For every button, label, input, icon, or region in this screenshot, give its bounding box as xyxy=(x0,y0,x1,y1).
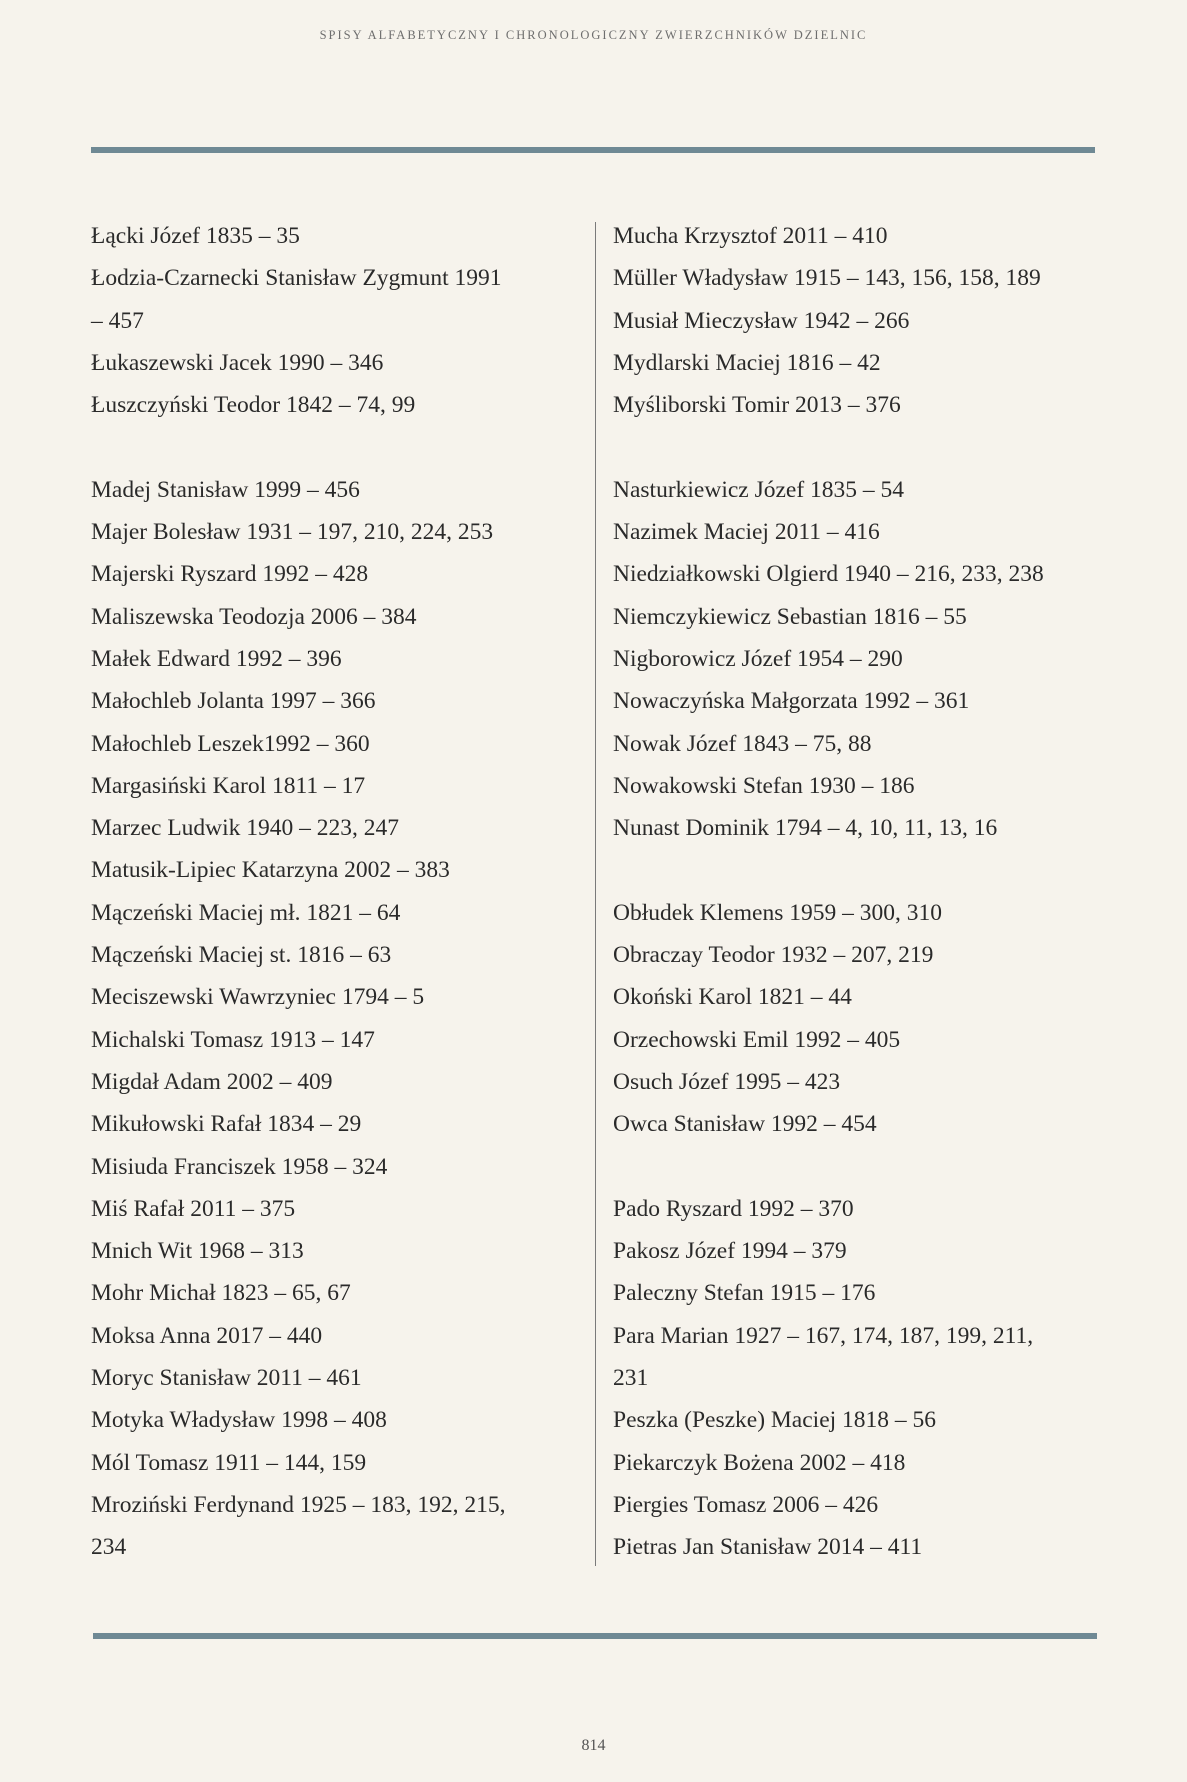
index-entry: Paleczny Stefan 1915 – 176 xyxy=(613,1280,876,1307)
index-entry: Moksa Anna 2017 – 440 xyxy=(91,1322,323,1349)
index-entry: Piergies Tomasz 2006 – 426 xyxy=(613,1491,879,1518)
index-entry: Margasiński Karol 1811 – 17 xyxy=(91,772,366,799)
index-entry: Mączeński Maciej mł. 1821 – 64 xyxy=(91,899,401,926)
index-entry: Myśliborski Tomir 2013 – 376 xyxy=(613,392,901,419)
index-entry: Łukaszewski Jacek 1990 – 346 xyxy=(91,349,384,376)
index-entry: Małochleb Jolanta 1997 – 366 xyxy=(91,688,376,715)
index-entry: Małek Edward 1992 – 396 xyxy=(91,645,342,672)
index-entry: Peszka (Peszke) Maciej 1818 – 56 xyxy=(613,1407,937,1434)
index-entry: Majer Bolesław 1931 – 197, 210, 224, 253 xyxy=(91,519,494,546)
index-entry: Nasturkiewicz Józef 1835 – 54 xyxy=(613,476,905,503)
index-entry: Maliszewska Teodozja 2006 – 384 xyxy=(91,603,417,630)
column-divider xyxy=(595,222,596,1566)
index-entry: Mroziński Ferdynand 1925 – 183, 192, 215, xyxy=(91,1491,506,1518)
index-entry: Marzec Ludwik 1940 – 223, 247 xyxy=(91,815,400,842)
index-column-left xyxy=(91,215,611,1569)
index-entry: Pakosz Józef 1994 – 379 xyxy=(613,1238,847,1265)
index-entry: Musiał Mieczysław 1942 – 266 xyxy=(613,307,910,334)
index-entry: Piekarczyk Bożena 2002 – 418 xyxy=(613,1449,906,1476)
section-gap xyxy=(613,1146,1133,1188)
index-column-right xyxy=(613,215,1133,1569)
index-entry: Majerski Ryszard 1992 – 428 xyxy=(91,561,369,588)
index-entry: Michalski Tomasz 1913 – 147 xyxy=(91,1026,375,1053)
index-entry: Orzechowski Emil 1992 – 405 xyxy=(613,1026,901,1053)
page-number: 814 xyxy=(581,1737,606,1754)
section-gap xyxy=(613,849,1133,891)
index-entry: Madej Stanisław 1999 – 456 xyxy=(91,476,360,503)
index-entry: Obłudek Klemens 1959 – 300, 310 xyxy=(613,899,942,926)
index-entry: Para Marian 1927 – 167, 174, 187, 199, 211, xyxy=(613,1322,1034,1349)
top-rule xyxy=(91,147,1095,153)
index-entry: 231 xyxy=(613,1365,649,1392)
index-entry: Łodzia-Czarnecki Stanisław Zygmunt 1991 xyxy=(91,265,502,292)
index-entry: Owca Stanisław 1992 – 454 xyxy=(613,1111,877,1138)
index-entry: Moryc Stanisław 2011 – 461 xyxy=(91,1365,362,1392)
index-entry: 234 xyxy=(91,1534,127,1561)
index-entry: Meciszewski Wawrzyniec 1794 – 5 xyxy=(91,984,425,1011)
section-gap xyxy=(91,426,611,468)
index-entry: Mól Tomasz 1911 – 144, 159 xyxy=(91,1449,367,1476)
index-entry: Osuch Józef 1995 – 423 xyxy=(613,1068,841,1095)
index-entry: Obraczay Teodor 1932 – 207, 219 xyxy=(613,942,934,969)
index-entry: Müller Władysław 1915 – 143, 156, 158, 189 xyxy=(613,265,1041,292)
index-entry: Nigborowicz Józef 1954 – 290 xyxy=(613,645,903,672)
index-entry: Mikułowski Rafał 1834 – 29 xyxy=(91,1111,362,1138)
index-entry: Mączeński Maciej st. 1816 – 63 xyxy=(91,942,392,969)
index-entry: Mucha Krzysztof 2011 – 410 xyxy=(613,223,888,249)
index-entry: Nowakowski Stefan 1930 – 186 xyxy=(613,772,915,799)
index-entry: – 457 xyxy=(91,307,144,334)
bottom-rule xyxy=(93,1633,1097,1639)
index-entry: Nowaczyńska Małgorzata 1992 – 361 xyxy=(613,688,970,715)
index-entry: Nunast Dominik 1794 – 4, 10, 11, 13, 16 xyxy=(613,815,998,842)
index-entry: Mydlarski Maciej 1816 – 42 xyxy=(613,349,881,376)
index-entry: Niemczykiewicz Sebastian 1816 – 55 xyxy=(613,603,967,630)
index-entry: Niedziałkowski Olgierd 1940 – 216, 233, 238 xyxy=(613,561,1044,588)
index-entry: Mnich Wit 1968 – 313 xyxy=(91,1238,304,1265)
index-entry: Pado Ryszard 1992 – 370 xyxy=(613,1195,854,1222)
index-entry: Łącki Józef 1835 – 35 xyxy=(91,223,300,249)
index-entry: Miś Rafał 2011 – 375 xyxy=(91,1195,296,1222)
index-entry: Okoński Karol 1821 – 44 xyxy=(613,984,852,1011)
index-entry: Matusik-Lipiec Katarzyna 2002 – 383 xyxy=(91,857,450,884)
index-entry: Pietras Jan Stanisław 2014 – 411 xyxy=(613,1534,923,1561)
running-header: SPISY ALFABETYCZNY I CHRONOLOGICZNY ZWIERZCHNIKÓW DZIELNIC xyxy=(319,28,868,42)
index-entry: Migdał Adam 2002 – 409 xyxy=(91,1068,333,1095)
index-entry: Misiuda Franciszek 1958 – 324 xyxy=(91,1153,388,1180)
index-entry: Nazimek Maciej 2011 – 416 xyxy=(613,519,880,546)
index-entry: Nowak Józef 1843 – 75, 88 xyxy=(613,730,872,757)
index-entry: Łuszczyński Teodor 1842 – 74, 99 xyxy=(91,392,416,419)
index-entry: Mohr Michał 1823 – 65, 67 xyxy=(91,1280,351,1307)
index-entry: Małochleb Leszek1992 – 360 xyxy=(91,730,370,757)
section-gap xyxy=(613,426,1133,468)
index-entry: Motyka Władysław 1998 – 408 xyxy=(91,1407,387,1434)
